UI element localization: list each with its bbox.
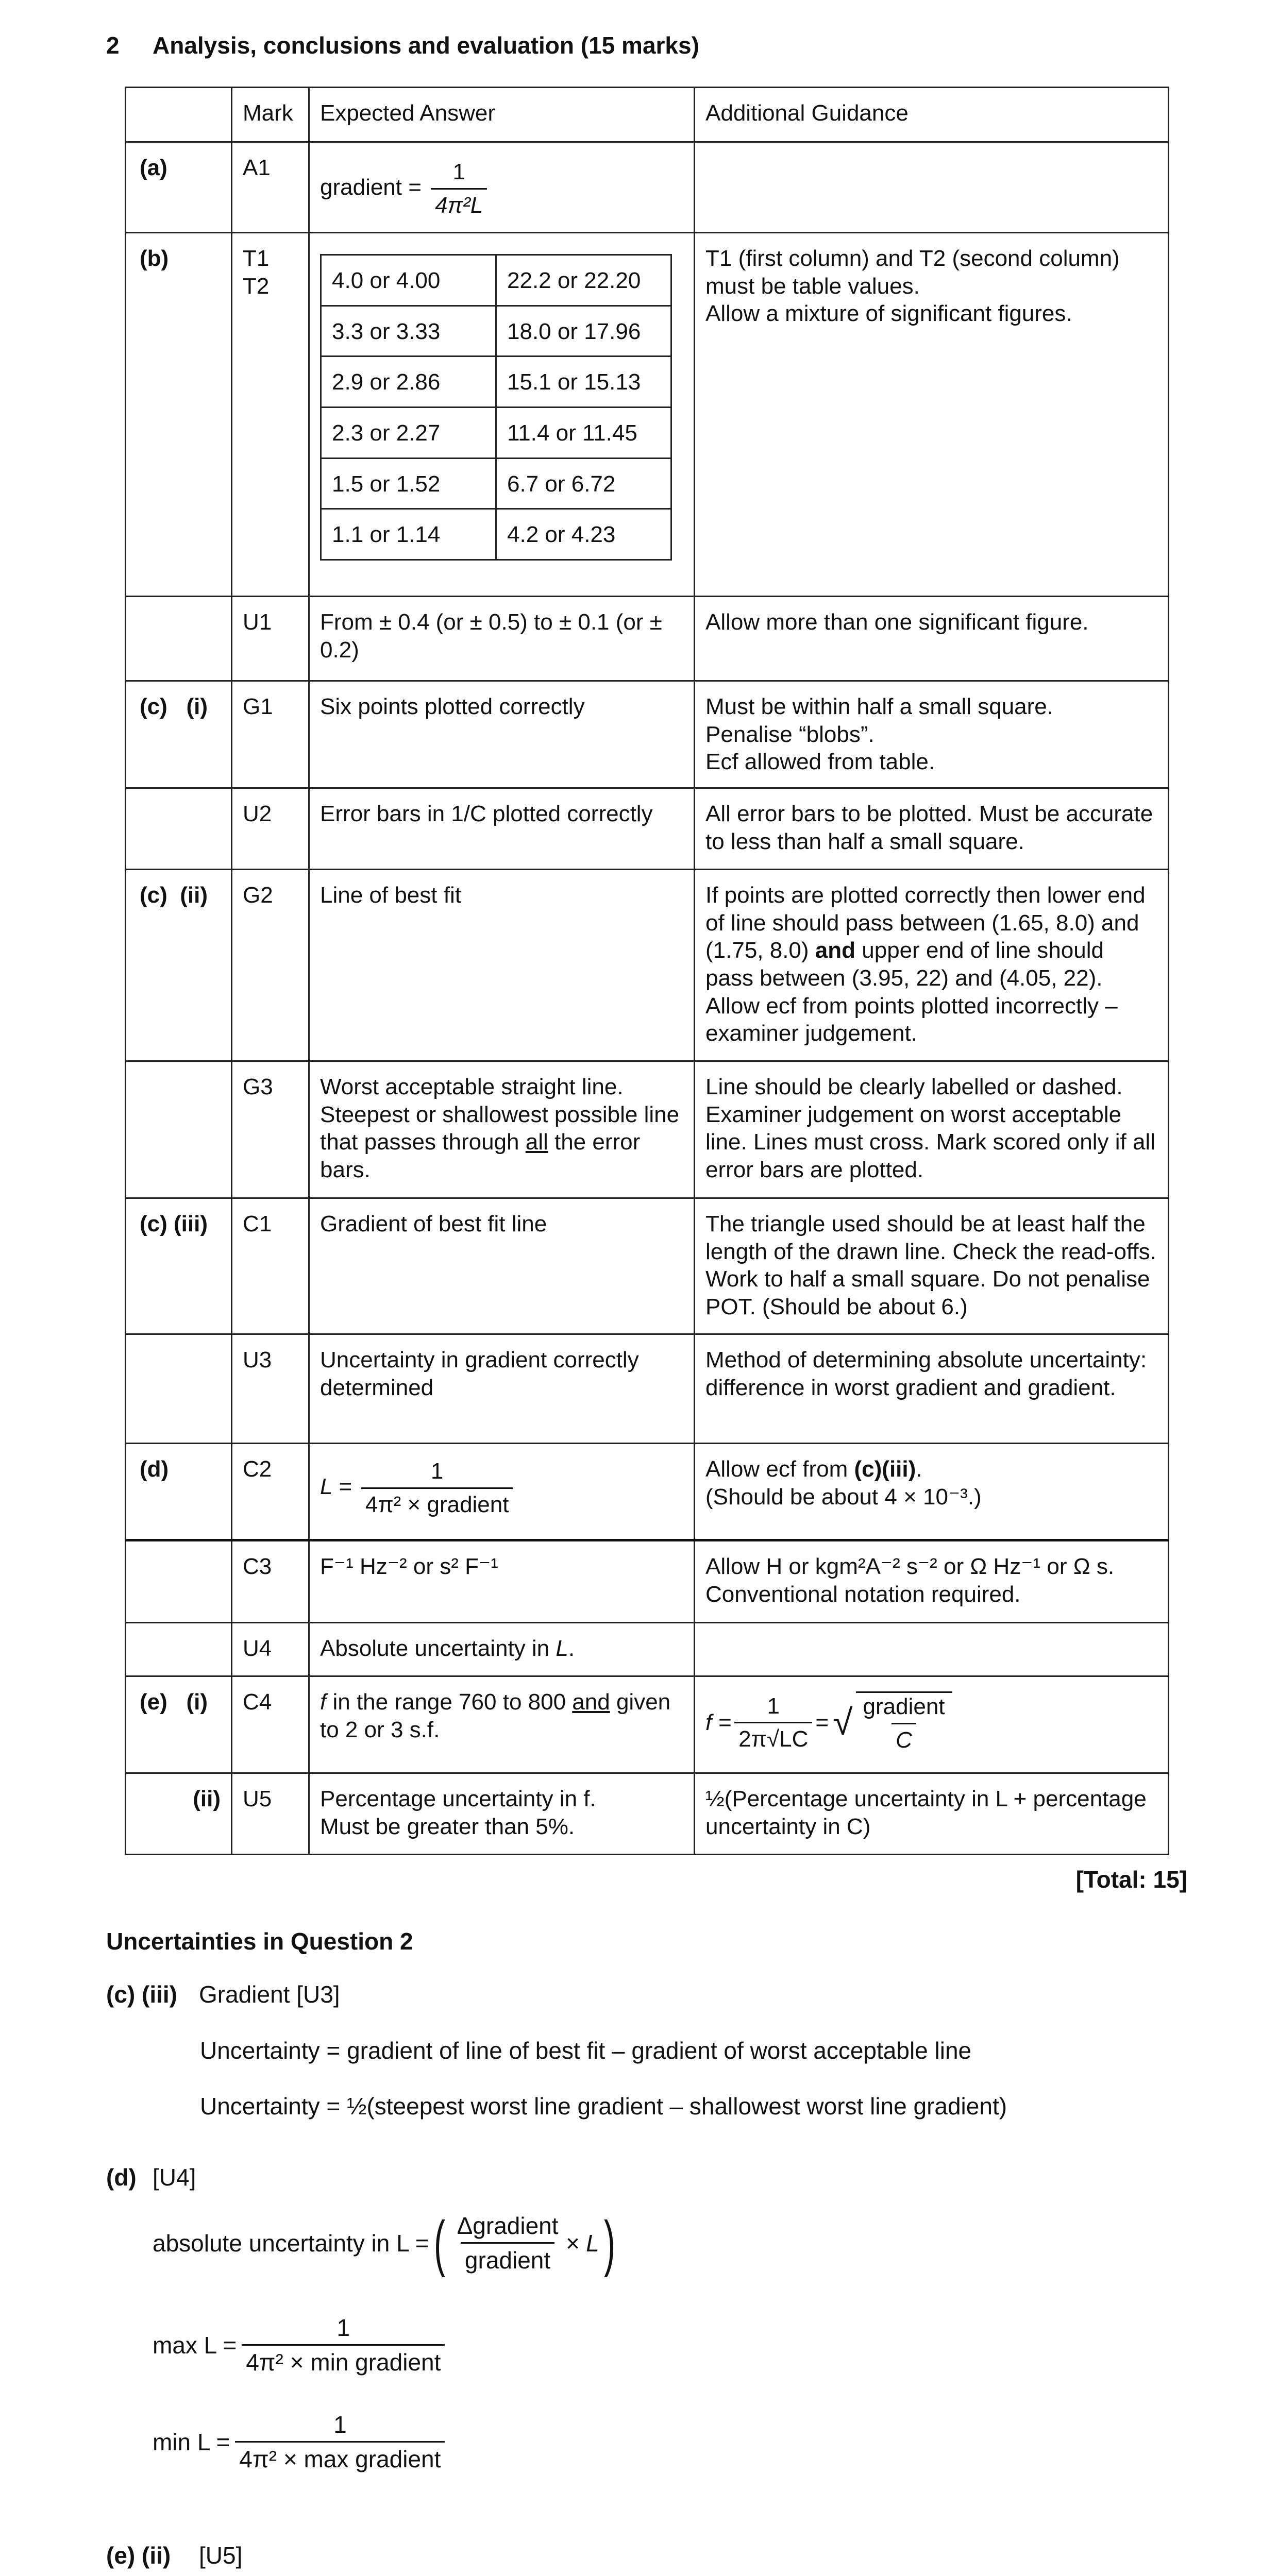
values-table-cell: 2.3 or 2.27 — [321, 408, 496, 459]
expected-answer: Percentage uncertainty in f. Must be greater than 5%. — [309, 1773, 695, 1855]
guidance: T1 (first column) and T2 (second column) must be table values. Allow a mixture of significant figures. — [695, 233, 1169, 597]
row-c-ii — [126, 870, 1169, 1061]
mark-code: G2 — [232, 870, 309, 1061]
values-table-row — [321, 255, 671, 306]
max-l-equation: max L = $\frac{1}{\text{4π² × min gradient}}$ — [153, 2313, 448, 2377]
part-label: (e) (i) — [126, 1676, 232, 1773]
mark-code: U4 — [232, 1623, 309, 1676]
guidance: f = $\frac{1}{2\pi√LC}$ = √ $\frac{\text{gradient}}{C}$ — [695, 1676, 1169, 1773]
part-label: (a) — [126, 142, 232, 233]
row-c-i — [126, 681, 1169, 788]
guidance: All error bars to be plotted. Must be accurate to less than half a small square. — [695, 788, 1169, 870]
values-table-row — [321, 357, 671, 408]
values-table-row — [321, 408, 671, 459]
row-e-i — [126, 1676, 1169, 1773]
row-c-iii — [126, 1198, 1169, 1334]
row-b — [126, 233, 1169, 597]
values-table-cell: 3.3 or 3.33 — [321, 306, 496, 357]
expected-answer: Line of best fit — [309, 870, 695, 1061]
sqrt-fraction: $\frac{\text{gradient}}{C}$ — [856, 1691, 952, 1754]
absolute-uncertainty-equation: absolute uncertainty in L = ( $\frac{\text{Δgradient}}{\text{gradient}}$ × L ) — [153, 2208, 615, 2278]
total-marks: [Total: 15] — [1075, 1866, 1187, 1893]
header-mark: Mark — [232, 88, 309, 142]
guidance: If points are plotted correctly then lower end of line should pass between (1.65, 8.0) and (1.75, 8.0) and upper end of line should pass between (3.95, 22) and (4.05, 22). Allow ecf from points plotted incorrectly – examiner judgement. — [695, 870, 1169, 1061]
mark-code: U3 — [232, 1334, 309, 1444]
row-d — [126, 1444, 1169, 1540]
expected-answer: Error bars in 1/C plotted correctly — [309, 788, 695, 870]
header-expected-answer: Expected Answer — [309, 88, 695, 142]
expected-answer: Gradient of best fit line — [309, 1198, 695, 1334]
mark-code: T1 T2 — [232, 233, 309, 597]
section-heading — [106, 31, 699, 60]
guidance: Method of determining absolute uncertainty: difference in worst gradient and gradient. — [695, 1334, 1169, 1444]
expected-answer: Worst acceptable straight line. Steepest or shallowest possible line that passes through all the error bars. — [309, 1061, 695, 1198]
table-header-row — [126, 88, 1169, 142]
formula-fraction: $\frac{1}{2\pi√LC}$ — [734, 1692, 812, 1753]
guidance: Allow more than one significant figure. — [695, 597, 1169, 681]
expected-answer: Uncertainty in gradient correctly determined — [309, 1334, 695, 1444]
row-c3 — [126, 1540, 1169, 1623]
values-table-cell: 22.2 or 22.20 — [496, 255, 671, 306]
part-label: (c) (i) — [126, 681, 232, 788]
values-table-cell: 18.0 or 17.96 — [496, 306, 671, 357]
e-ii-heading: (e) (ii) [U5] — [106, 2542, 243, 2569]
part-label: (c) (ii) — [126, 870, 232, 1061]
c-iii-heading: (c) (iii) Gradient [U3] — [106, 1981, 340, 2008]
expected-answer: L = $\frac{1}{\text{4π² × gradient}}$ — [309, 1444, 695, 1540]
mark-code: U1 — [232, 597, 309, 681]
part-label: (c) (iii) — [126, 1198, 232, 1334]
mark-code: C3 — [232, 1540, 309, 1623]
values-table-cell: 1.5 or 1.52 — [321, 458, 496, 509]
row-u4 — [126, 1623, 1169, 1676]
row-a — [126, 142, 1169, 233]
expected-answer — [309, 233, 695, 597]
part-label: (b) — [126, 233, 232, 597]
guidance: ½(Percentage uncertainty in L + percentage uncertainty in C) — [695, 1773, 1169, 1855]
values-table-cell: 1.1 or 1.14 — [321, 509, 496, 560]
row-u1 — [126, 597, 1169, 681]
values-table-cell: 2.9 or 2.86 — [321, 357, 496, 408]
mark-code: C4 — [232, 1676, 309, 1773]
section-title: Analysis, conclusions and evaluation (15 marks) — [153, 32, 699, 59]
guidance: Allow ecf from (c)(iii). (Should be about 4 × 10⁻³.) — [695, 1444, 1169, 1540]
guidance: Line should be clearly labelled or dashed. Examiner judgement on worst acceptable line. Lines must cross. Mark scored only if all error bars are plotted. — [695, 1061, 1169, 1198]
expected-answer — [309, 142, 695, 233]
header-guidance: Additional Guidance — [695, 88, 1169, 142]
d-heading: (d) [U4] — [106, 2164, 196, 2191]
values-table-row — [321, 306, 671, 357]
values-table-cell: 6.7 or 6.72 — [496, 458, 671, 509]
row-u3 — [126, 1334, 1169, 1444]
min-l-equation: min L = $\frac{1}{\text{4π² × max gradient}}$ — [153, 2410, 448, 2473]
values-table-cell: 4.0 or 4.00 — [321, 255, 496, 306]
expected-answer: f in the range 760 to 800 and given to 2 or 3 s.f. — [309, 1676, 695, 1773]
values-table — [320, 254, 672, 561]
part-label: (ii) — [126, 1773, 232, 1855]
row-u2 — [126, 788, 1169, 870]
guidance: The triangle used should be at least half the length of the drawn line. Check the read-offs. Work to half a small square. Do not penalise POT. (Should be about 6.) — [695, 1198, 1169, 1334]
uncertainty-line-2: Uncertainty = ½(steepest worst line gradient – shallowest worst line gradient) — [200, 2093, 1007, 2120]
expected-answer: Absolute uncertainty in L. — [309, 1623, 695, 1676]
mark-code: C1 — [232, 1198, 309, 1334]
guidance: Allow H or kgm²A⁻² s⁻² or Ω Hz⁻¹ or Ω s. Conventional notation required. — [695, 1540, 1169, 1623]
answer-text: gradient = — [320, 174, 422, 200]
part-label: (d) — [126, 1444, 232, 1540]
mark-code: C2 — [232, 1444, 309, 1540]
values-table-cell: 11.4 or 11.45 — [496, 408, 671, 459]
row-g3 — [126, 1061, 1169, 1198]
question-number: 2 — [106, 32, 120, 59]
expected-answer: From ± 0.4 (or ± 0.5) to ± 0.1 (or ± 0.2) — [309, 597, 695, 681]
formula-fraction: $\frac{1}{\text{4π² × gradient}}$ — [361, 1458, 513, 1518]
row-e-ii — [126, 1773, 1169, 1855]
mark-code: G1 — [232, 681, 309, 788]
uncertainty-line-1: Uncertainty = gradient of line of best fit – gradient of worst acceptable line — [200, 2037, 972, 2064]
guidance: Must be within half a small square. Penalise “blobs”. Ecf allowed from table. — [695, 681, 1169, 788]
mark-code: U2 — [232, 788, 309, 870]
expected-answer: F⁻¹ Hz⁻² or s² F⁻¹ — [309, 1540, 695, 1623]
values-table-cell: 15.1 or 15.13 — [496, 357, 671, 408]
mark-code: G3 — [232, 1061, 309, 1198]
expected-answer: Six points plotted correctly — [309, 681, 695, 788]
uncertainties-title: Uncertainties in Question 2 — [106, 1928, 413, 1955]
values-table-row — [321, 458, 671, 509]
mark-code: A1 — [232, 142, 309, 233]
formula-fraction: $\frac{1}{\text{4π²L}}$ — [431, 158, 487, 219]
mark-scheme-table — [125, 87, 1169, 1855]
values-table-row — [321, 509, 671, 560]
values-table-cell: 4.2 or 4.23 — [496, 509, 671, 560]
mark-code: U5 — [232, 1773, 309, 1855]
